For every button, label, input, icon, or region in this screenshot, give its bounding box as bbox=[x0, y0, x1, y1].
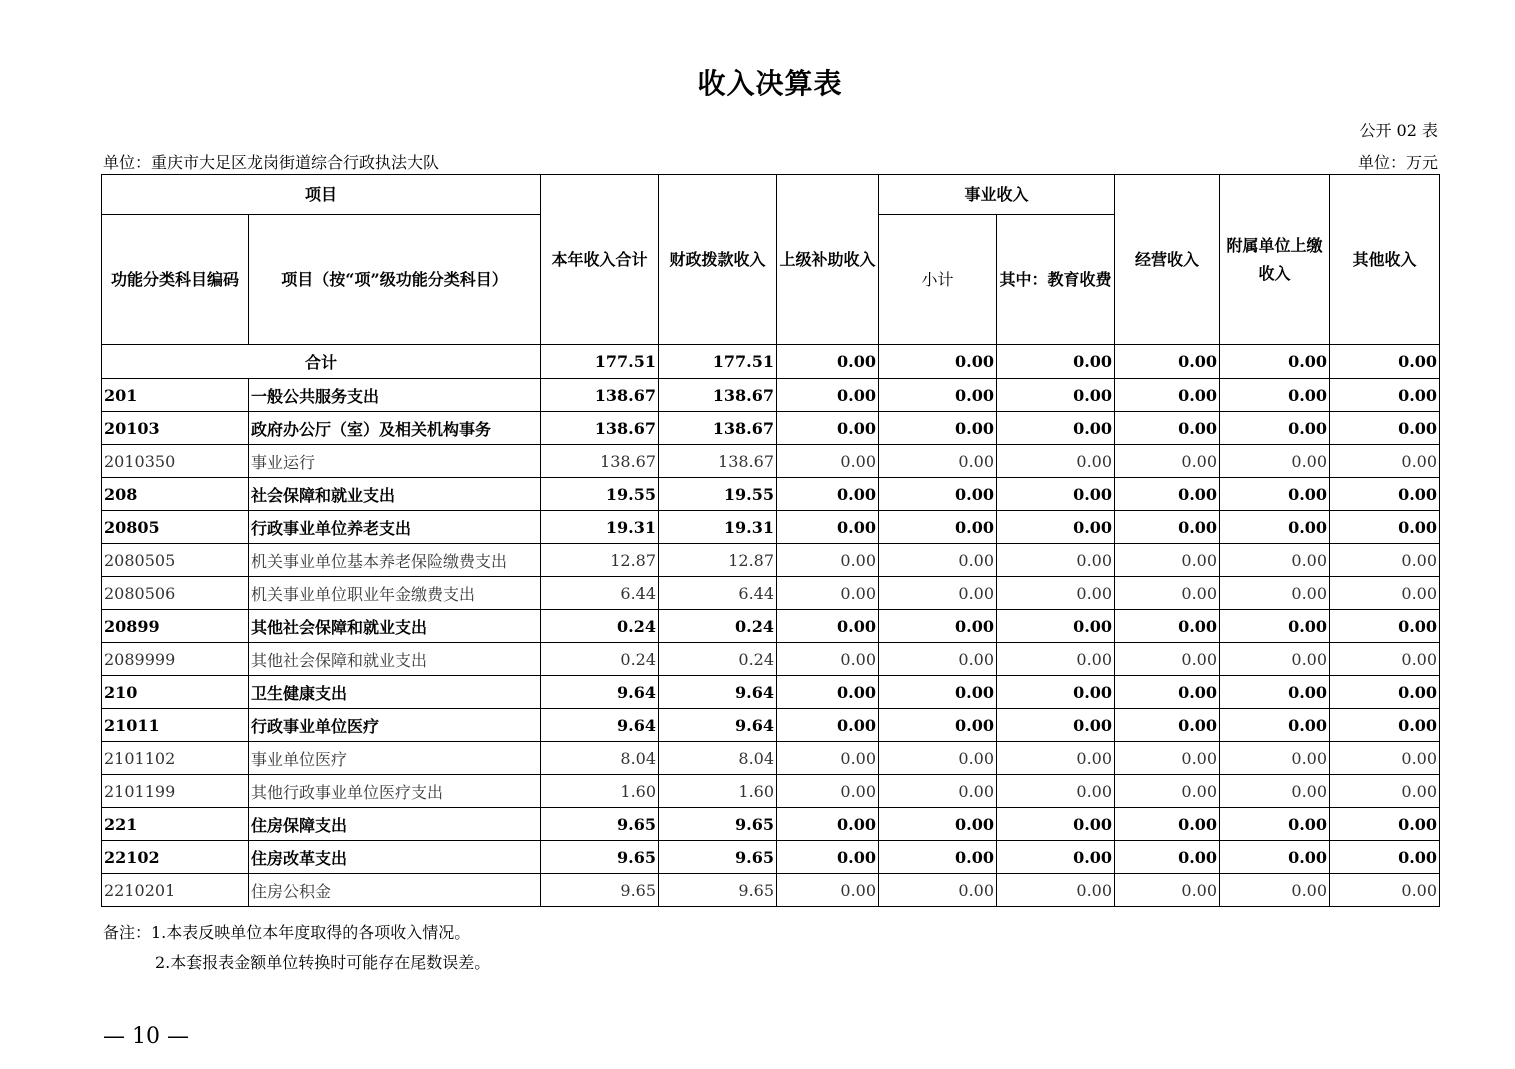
note-line-1: 备注：1.本表反映单位本年度取得的各项收入情况。 bbox=[103, 923, 471, 942]
row-value: 0.00 bbox=[997, 709, 1115, 742]
row-name: 机关事业单位基本养老保险缴费支出 bbox=[249, 544, 541, 577]
form-number: 公开 02 表 bbox=[1359, 121, 1438, 140]
row-name: 住房改革支出 bbox=[249, 841, 541, 874]
row-name: 政府办公厅（室）及相关机构事务 bbox=[249, 412, 541, 445]
row-code: 20805 bbox=[102, 511, 249, 544]
row-value: 19.55 bbox=[659, 478, 777, 511]
row-value: 0.00 bbox=[777, 412, 879, 445]
row-value: 0.00 bbox=[1330, 676, 1440, 709]
row-value: 0.00 bbox=[1330, 577, 1440, 610]
table-row bbox=[102, 544, 1440, 577]
row-value: 0.24 bbox=[659, 610, 777, 643]
row-value: 0.00 bbox=[777, 775, 879, 808]
row-value: 8.04 bbox=[541, 742, 659, 775]
row-value: 0.00 bbox=[879, 643, 997, 676]
row-value: 9.64 bbox=[659, 676, 777, 709]
row-value: 0.00 bbox=[1220, 610, 1330, 643]
row-value: 0.00 bbox=[997, 478, 1115, 511]
header-subtotal: 小计 bbox=[879, 215, 997, 345]
row-value: 0.00 bbox=[1220, 874, 1330, 907]
row-code: 2080506 bbox=[102, 577, 249, 610]
header-education-fee: 其中：教育收费 bbox=[997, 215, 1115, 345]
row-value: 9.65 bbox=[659, 874, 777, 907]
row-value: 0.00 bbox=[1330, 445, 1440, 478]
row-value: 0.00 bbox=[1220, 511, 1330, 544]
row-value: 12.87 bbox=[541, 544, 659, 577]
row-value: 0.00 bbox=[1115, 577, 1220, 610]
row-value: 9.65 bbox=[541, 874, 659, 907]
total-cell: 0.00 bbox=[997, 345, 1115, 379]
row-value: 0.00 bbox=[1220, 643, 1330, 676]
header-operating-income: 经营收入 bbox=[1115, 175, 1220, 345]
row-value: 0.00 bbox=[1330, 610, 1440, 643]
row-value: 0.00 bbox=[1115, 742, 1220, 775]
row-value: 0.00 bbox=[1220, 775, 1330, 808]
table-row bbox=[102, 676, 1440, 709]
row-value: 0.00 bbox=[997, 511, 1115, 544]
row-value: 0.24 bbox=[659, 643, 777, 676]
row-value: 0.00 bbox=[879, 412, 997, 445]
row-value: 0.00 bbox=[997, 544, 1115, 577]
row-code: 20103 bbox=[102, 412, 249, 445]
total-cell: 0.00 bbox=[1330, 345, 1440, 379]
row-value: 1.60 bbox=[541, 775, 659, 808]
table-row bbox=[102, 808, 1440, 841]
page-number: — 10 — bbox=[103, 1024, 189, 1049]
row-value: 12.87 bbox=[659, 544, 777, 577]
row-value: 0.00 bbox=[1115, 676, 1220, 709]
header-code: 功能分类科目编码 bbox=[102, 215, 249, 345]
table-row bbox=[102, 511, 1440, 544]
header-project: 项目 bbox=[102, 175, 541, 215]
header-career-income: 事业收入 bbox=[879, 175, 1115, 215]
row-code: 2101199 bbox=[102, 775, 249, 808]
row-value: 0.24 bbox=[541, 610, 659, 643]
row-value: 0.00 bbox=[777, 841, 879, 874]
row-value: 138.67 bbox=[541, 445, 659, 478]
row-value: 0.00 bbox=[1330, 808, 1440, 841]
row-value: 0.00 bbox=[777, 709, 879, 742]
row-value: 0.00 bbox=[997, 676, 1115, 709]
row-value: 0.00 bbox=[997, 643, 1115, 676]
row-value: 0.00 bbox=[1115, 874, 1220, 907]
row-value: 0.00 bbox=[879, 709, 997, 742]
row-name: 住房保障支出 bbox=[249, 808, 541, 841]
row-code: 2210201 bbox=[102, 874, 249, 907]
row-value: 0.00 bbox=[997, 379, 1115, 412]
row-value: 0.00 bbox=[777, 742, 879, 775]
row-value: 0.24 bbox=[541, 643, 659, 676]
row-value: 9.64 bbox=[659, 709, 777, 742]
row-value: 0.00 bbox=[1220, 841, 1330, 874]
currency-unit: 单位：万元 bbox=[1357, 153, 1438, 172]
row-value: 0.00 bbox=[879, 544, 997, 577]
row-value: 0.00 bbox=[997, 742, 1115, 775]
row-name: 其他社会保障和就业支出 bbox=[249, 643, 541, 676]
income-statement-table bbox=[101, 174, 1440, 907]
row-code: 22102 bbox=[102, 841, 249, 874]
row-name: 其他社会保障和就业支出 bbox=[249, 610, 541, 643]
row-value: 0.00 bbox=[777, 577, 879, 610]
row-value: 0.00 bbox=[1330, 775, 1440, 808]
row-value: 9.64 bbox=[541, 676, 659, 709]
row-value: 0.00 bbox=[777, 643, 879, 676]
row-value: 0.00 bbox=[879, 610, 997, 643]
row-name: 行政事业单位医疗 bbox=[249, 709, 541, 742]
row-name: 社会保障和就业支出 bbox=[249, 478, 541, 511]
header-item: 项目（按“项”级功能分类科目） bbox=[249, 215, 541, 345]
row-value: 0.00 bbox=[777, 544, 879, 577]
table-row bbox=[102, 445, 1440, 478]
row-value: 0.00 bbox=[1330, 511, 1440, 544]
row-code: 2080505 bbox=[102, 544, 249, 577]
row-value: 6.44 bbox=[659, 577, 777, 610]
header-superior-subsidy: 上级补助收入 bbox=[777, 175, 879, 345]
total-cell: 0.00 bbox=[1115, 345, 1220, 379]
row-value: 0.00 bbox=[1220, 412, 1330, 445]
row-code: 2010350 bbox=[102, 445, 249, 478]
row-value: 138.67 bbox=[659, 445, 777, 478]
row-name: 其他行政事业单位医疗支出 bbox=[249, 775, 541, 808]
row-value: 8.04 bbox=[659, 742, 777, 775]
row-value: 0.00 bbox=[997, 808, 1115, 841]
note-line-2: 2.本套报表金额单位转换时可能存在尾数误差。 bbox=[155, 953, 491, 972]
row-value: 9.65 bbox=[659, 808, 777, 841]
row-name: 住房公积金 bbox=[249, 874, 541, 907]
row-value: 0.00 bbox=[1115, 709, 1220, 742]
row-value: 9.65 bbox=[659, 841, 777, 874]
header-affiliated-income: 附属单位上缴收入 bbox=[1220, 175, 1330, 345]
row-code: 2089999 bbox=[102, 643, 249, 676]
row-value: 0.00 bbox=[879, 445, 997, 478]
row-value: 0.00 bbox=[777, 379, 879, 412]
row-value: 0.00 bbox=[1115, 775, 1220, 808]
row-value: 0.00 bbox=[1220, 808, 1330, 841]
row-value: 0.00 bbox=[997, 577, 1115, 610]
row-value: 0.00 bbox=[879, 511, 997, 544]
row-value: 0.00 bbox=[879, 742, 997, 775]
row-value: 0.00 bbox=[997, 610, 1115, 643]
header-fiscal-income: 财政拨款收入 bbox=[659, 175, 777, 345]
row-value: 0.00 bbox=[1115, 478, 1220, 511]
row-value: 6.44 bbox=[541, 577, 659, 610]
row-value: 0.00 bbox=[777, 874, 879, 907]
row-value: 0.00 bbox=[777, 445, 879, 478]
row-value: 0.00 bbox=[1220, 676, 1330, 709]
row-name: 一般公共服务支出 bbox=[249, 379, 541, 412]
row-code: 2101102 bbox=[102, 742, 249, 775]
header-other-income: 其他收入 bbox=[1330, 175, 1440, 345]
header-total-income: 本年收入合计 bbox=[541, 175, 659, 345]
row-code: 210 bbox=[102, 676, 249, 709]
row-value: 0.00 bbox=[997, 874, 1115, 907]
row-value: 0.00 bbox=[1330, 709, 1440, 742]
row-value: 1.60 bbox=[659, 775, 777, 808]
row-value: 0.00 bbox=[879, 874, 997, 907]
table-row bbox=[102, 841, 1440, 874]
row-value: 0.00 bbox=[1330, 412, 1440, 445]
table-row bbox=[102, 412, 1440, 445]
row-code: 221 bbox=[102, 808, 249, 841]
table-row bbox=[102, 379, 1440, 412]
row-value: 0.00 bbox=[997, 775, 1115, 808]
row-name: 事业运行 bbox=[249, 445, 541, 478]
row-value: 0.00 bbox=[1115, 445, 1220, 478]
row-value: 0.00 bbox=[879, 676, 997, 709]
row-code: 21011 bbox=[102, 709, 249, 742]
row-code: 201 bbox=[102, 379, 249, 412]
row-value: 0.00 bbox=[1220, 544, 1330, 577]
row-value: 0.00 bbox=[777, 610, 879, 643]
table-row bbox=[102, 577, 1440, 610]
table-row bbox=[102, 643, 1440, 676]
table-row bbox=[102, 775, 1440, 808]
row-name: 行政事业单位养老支出 bbox=[249, 511, 541, 544]
row-value: 0.00 bbox=[879, 478, 997, 511]
row-value: 9.64 bbox=[541, 709, 659, 742]
notes bbox=[103, 918, 490, 978]
page-title: 收入决算表 bbox=[697, 67, 843, 100]
row-value: 19.31 bbox=[659, 511, 777, 544]
row-value: 0.00 bbox=[1115, 412, 1220, 445]
row-name: 机关事业单位职业年金缴费支出 bbox=[249, 577, 541, 610]
table-row bbox=[102, 610, 1440, 643]
row-value: 138.67 bbox=[659, 412, 777, 445]
table-row bbox=[102, 742, 1440, 775]
row-value: 0.00 bbox=[1220, 445, 1330, 478]
row-value: 0.00 bbox=[1115, 511, 1220, 544]
row-value: 0.00 bbox=[1115, 643, 1220, 676]
total-cell: 0.00 bbox=[1220, 345, 1330, 379]
row-value: 0.00 bbox=[879, 775, 997, 808]
row-value: 0.00 bbox=[1330, 742, 1440, 775]
row-code: 20899 bbox=[102, 610, 249, 643]
row-value: 0.00 bbox=[879, 379, 997, 412]
total-label: 合计 bbox=[102, 345, 541, 379]
table-row bbox=[102, 874, 1440, 907]
total-cell: 0.00 bbox=[777, 345, 879, 379]
row-value: 0.00 bbox=[1330, 874, 1440, 907]
row-value: 0.00 bbox=[1115, 610, 1220, 643]
row-value: 0.00 bbox=[1115, 841, 1220, 874]
row-name: 事业单位医疗 bbox=[249, 742, 541, 775]
total-cell: 177.51 bbox=[659, 345, 777, 379]
row-value: 138.67 bbox=[541, 379, 659, 412]
organization-unit: 单位：重庆市大足区龙岗街道综合行政执法大队 bbox=[103, 153, 440, 172]
row-value: 0.00 bbox=[1220, 742, 1330, 775]
row-value: 0.00 bbox=[879, 808, 997, 841]
total-row bbox=[102, 345, 1440, 379]
row-value: 9.65 bbox=[541, 841, 659, 874]
row-value: 0.00 bbox=[1220, 709, 1330, 742]
row-value: 0.00 bbox=[997, 841, 1115, 874]
row-value: 0.00 bbox=[777, 676, 879, 709]
row-value: 0.00 bbox=[777, 478, 879, 511]
row-value: 9.65 bbox=[541, 808, 659, 841]
table-row bbox=[102, 478, 1440, 511]
row-value: 138.67 bbox=[541, 412, 659, 445]
total-cell: 0.00 bbox=[879, 345, 997, 379]
row-value: 0.00 bbox=[1330, 379, 1440, 412]
row-value: 0.00 bbox=[777, 808, 879, 841]
row-value: 0.00 bbox=[1220, 478, 1330, 511]
row-value: 0.00 bbox=[1330, 841, 1440, 874]
row-value: 0.00 bbox=[1115, 808, 1220, 841]
row-value: 0.00 bbox=[777, 511, 879, 544]
row-value: 138.67 bbox=[659, 379, 777, 412]
row-value: 0.00 bbox=[1115, 379, 1220, 412]
total-cell: 177.51 bbox=[541, 345, 659, 379]
row-value: 0.00 bbox=[1330, 544, 1440, 577]
row-value: 0.00 bbox=[997, 445, 1115, 478]
row-value: 0.00 bbox=[879, 841, 997, 874]
row-code: 208 bbox=[102, 478, 249, 511]
table-row bbox=[102, 709, 1440, 742]
row-value: 0.00 bbox=[879, 577, 997, 610]
row-value: 19.55 bbox=[541, 478, 659, 511]
row-value: 0.00 bbox=[1115, 544, 1220, 577]
row-value: 0.00 bbox=[1220, 379, 1330, 412]
row-value: 19.31 bbox=[541, 511, 659, 544]
row-value: 0.00 bbox=[1220, 577, 1330, 610]
row-value: 0.00 bbox=[1330, 478, 1440, 511]
row-name: 卫生健康支出 bbox=[249, 676, 541, 709]
row-value: 0.00 bbox=[997, 412, 1115, 445]
row-value: 0.00 bbox=[1330, 643, 1440, 676]
